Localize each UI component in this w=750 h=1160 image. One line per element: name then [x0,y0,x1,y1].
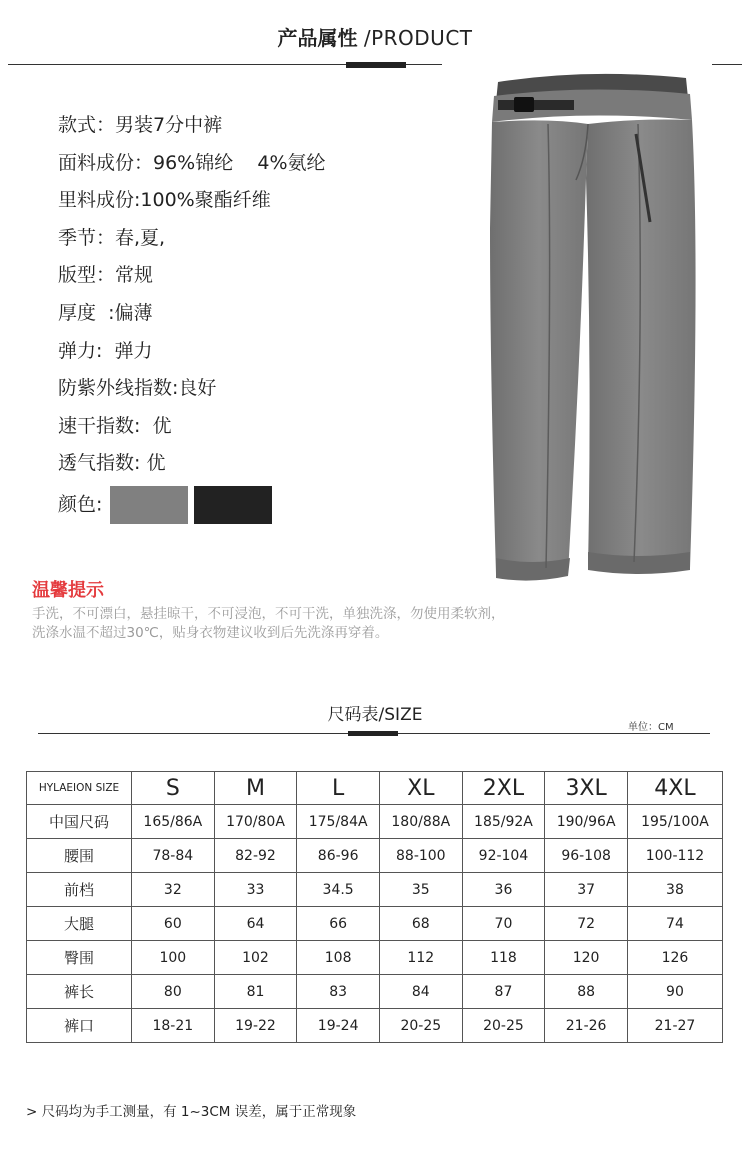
table-cell: 35 [379,873,462,907]
attribute-item: 面料成份：96%锦纶 4%氨纶 [58,151,326,174]
table-cell: 185/92A [462,805,545,839]
table-cell: 68 [379,907,462,941]
attribute-item: 里料成份:100%聚酯纤维 [58,189,271,212]
table-cell: 70 [462,907,545,941]
header-accent-bar [346,62,406,68]
table-row [27,873,723,907]
size-header-cell: 2XL [462,772,545,805]
table-cell: 102 [214,941,297,975]
attribute-item: 版型：常规 [58,264,154,287]
color-swatch[interactable] [110,486,188,524]
attribute-item: 厚度 :偏薄 [58,301,153,324]
table-cell: 108 [297,941,380,975]
table-cell: 90 [627,975,722,1009]
row-label: 中国尺码 [27,805,132,839]
attribute-item: 款式：男装7分中裤 [58,114,223,136]
warm-tip-line: 洗涤水温不超过30℃，贴身衣物建议收到后先洗涤再穿着。 [32,625,389,641]
table-cell: 112 [379,941,462,975]
table-cell: 64 [214,907,297,941]
attribute-item: 速干指数: 优 [58,414,172,437]
measurement-note: > 尺码均为手工测量，有 1~3CM 误差，属于正常现象 [26,1104,357,1120]
row-label: 腰围 [27,839,132,873]
table-row [27,941,723,975]
table-cell: 60 [132,907,215,941]
table-cell: 36 [462,873,545,907]
size-header-cell: XL [379,772,462,805]
table-cell: 100-112 [627,839,722,873]
table-cell: 190/96A [545,805,628,839]
table-cell: 18-21 [132,1009,215,1043]
color-options [58,486,458,524]
table-brand-header: HYLAEION SIZE [27,772,132,805]
row-label: 大腿 [27,907,132,941]
table-cell: 82-92 [214,839,297,873]
table-cell: 120 [545,941,628,975]
section-title-cn: 产品属性 [277,26,358,50]
warm-tip-line: 手洗，不可漂白，悬挂晾干，不可浸泡，不可干洗，单独洗涤，勿使用柔软剂， [32,606,505,622]
section-title-product [0,22,750,51]
table-cell: 83 [297,975,380,1009]
table-cell: 21-27 [627,1009,722,1043]
table-cell: 175/84A [297,805,380,839]
size-header-cell: 4XL [627,772,722,805]
size-header-cell: M [214,772,297,805]
color-label: 颜色: [58,493,103,516]
table-cell: 34.5 [297,873,380,907]
table-cell: 72 [545,907,628,941]
attribute-item: 季节：春,夏, [58,226,166,249]
row-label: 裤长 [27,975,132,1009]
table-cell: 37 [545,873,628,907]
header-divider-right [712,64,742,65]
table-cell: 87 [462,975,545,1009]
table-cell: 100 [132,941,215,975]
table-cell: 80 [132,975,215,1009]
table-cell: 92-104 [462,839,545,873]
table-cell: 19-24 [297,1009,380,1043]
row-label: 裤口 [27,1009,132,1043]
table-cell: 180/88A [379,805,462,839]
table-row [27,805,723,839]
row-label: 前档 [27,873,132,907]
table-cell: 170/80A [214,805,297,839]
table-cell: 74 [627,907,722,941]
attribute-item: 防紫外线指数:良好 [58,377,217,400]
section-title-en: /PRODUCT [363,26,473,50]
table-cell: 38 [627,873,722,907]
warm-tip-title: 温馨提示 [32,580,104,601]
table-cell: 118 [462,941,545,975]
size-chart-title: 尺码表/SIZE [327,705,423,725]
attribute-item: 透气指数: 优 [58,452,166,475]
table-cell: 86-96 [297,839,380,873]
table-cell: 32 [132,873,215,907]
product-image-pants [468,68,708,608]
table-cell: 33 [214,873,297,907]
table-cell: 165/86A [132,805,215,839]
table-cell: 126 [627,941,722,975]
table-row [27,1009,723,1043]
warm-tip-text [32,605,672,643]
table-cell: 66 [297,907,380,941]
table-cell: 19-22 [214,1009,297,1043]
table-cell: 195/100A [627,805,722,839]
size-header-cell: 3XL [545,772,628,805]
attribute-list [58,108,458,524]
table-cell: 20-25 [379,1009,462,1043]
table-cell: 84 [379,975,462,1009]
size-accent-bar [348,731,398,736]
table-row [27,907,723,941]
row-label: 臀围 [27,941,132,975]
table-row [27,839,723,873]
attribute-item: 弹力: 弹力 [58,339,153,362]
table-cell: 78-84 [132,839,215,873]
table-cell: 21-26 [545,1009,628,1043]
table-cell: 81 [214,975,297,1009]
table-row [27,975,723,1009]
table-cell: 20-25 [462,1009,545,1043]
table-cell: 88 [545,975,628,1009]
table-cell: 88-100 [379,839,462,873]
size-table [26,771,723,1043]
table-cell: 96-108 [545,839,628,873]
size-header-cell: L [297,772,380,805]
color-swatch[interactable] [194,486,272,524]
size-header-cell: S [132,772,215,805]
size-chart-unit: 单位：CM [628,722,674,733]
